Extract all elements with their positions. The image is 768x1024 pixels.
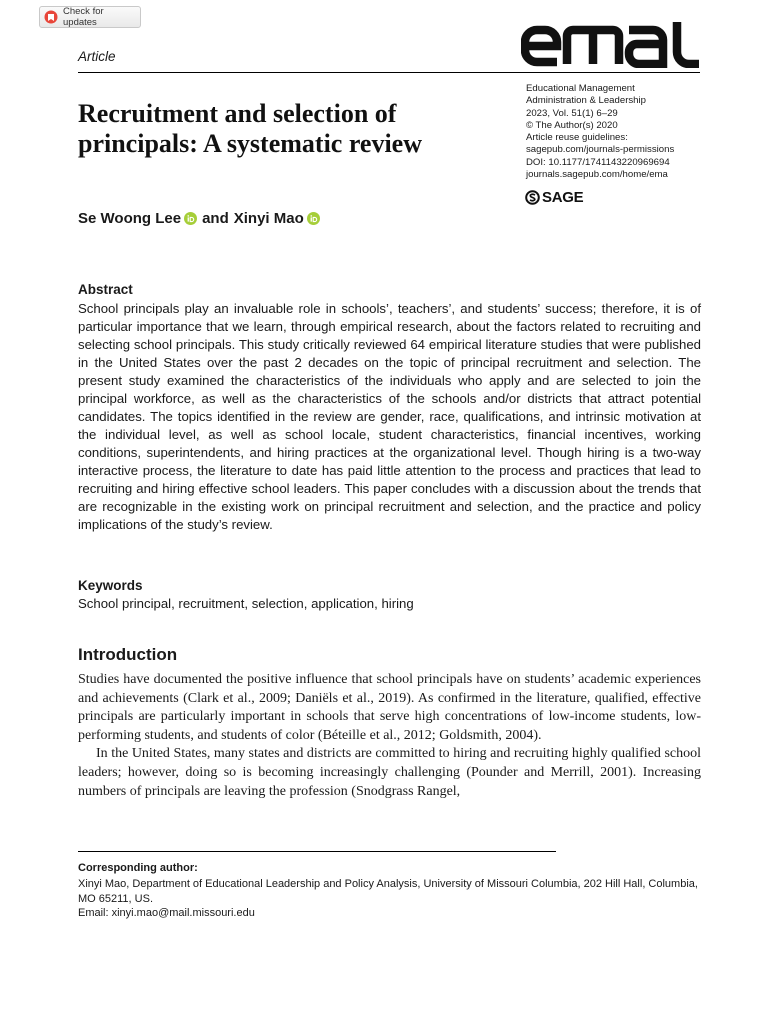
orcid-icon[interactable] bbox=[184, 212, 197, 225]
meta-line: © The Author(s) 2020 bbox=[526, 119, 618, 131]
corresponding-author-heading: Corresponding author: bbox=[78, 862, 198, 874]
body-paragraph: In the United States, many states and districts are committed to hiring and recruiting highly qualified school leaders; however, doing so is becoming increasingly challenging (Pounder and Merrill, 2001). Increasing numbers of principals are leaving the profession (Snodgrass Rangel, bbox=[78, 746, 701, 799]
abstract-text: School principals play an invaluable role in schools’, teachers’, and students’ success; therefore, it is of particular importance that we learn, through empirical research, about the factors related to recruiting and selecting school principals. This study critically reviewed 64 empirical literature studies that were published in the United States over the past 2 decades on the topic of principal recruitment and selection. The present study examined the characteristics of the individuals who apply and are selected to join the principal workforce, as well as the characteristics of the schools and/or districts that attract potential candidates. The topics identified in the review are gender, race, qualifications, and intrinsic motivation at the individual level, as well as school locale, student characteristics, financial incentives, working conditions, superintendents, and hiring practices at the organizational level. Though hiring is a two-way interactive process, the literature to date has paid little attention to the process and practices that lead to recruiting and hiring effective school leaders. This paper concludes with a discussion about the trends that are recognizable in the existing work on principal recruitment and selection, and the practice and policy implications of the study’s review. bbox=[78, 301, 701, 532]
check-for-updates-button[interactable] bbox=[39, 6, 141, 28]
author-name: Se Woong Lee bbox=[78, 210, 182, 227]
keywords-heading: Keywords bbox=[78, 578, 143, 593]
journal-home-link[interactable]: journals.sagepub.com/home/ema bbox=[526, 169, 668, 181]
doi-link[interactable]: DOI: 10.1177/1741143220969694 bbox=[526, 156, 670, 168]
introduction-body bbox=[78, 671, 701, 801]
author-conjunction: and bbox=[202, 210, 229, 227]
meta-line: Educational Management bbox=[526, 83, 635, 94]
sage-logo bbox=[525, 188, 589, 206]
publisher-name: SAGE bbox=[542, 188, 584, 206]
corresponding-author-affiliation: Xinyi Mao, Department of Educational Leadership and Policy Analysis, University of Missouri Columbia, 202 Hill Hall, Columbia, MO 65211, US. bbox=[78, 878, 698, 905]
sage-circle-icon bbox=[525, 190, 540, 205]
corresponding-author-details bbox=[78, 877, 701, 921]
meta-line: 2023, Vol. 51(1) 6–29 bbox=[526, 107, 618, 119]
body-paragraph: Studies have documented the positive influence that school principals have on students’ academic experiences and achievements (Clark et al., 2009; Daniëls et al., 2019). As confirmed in the literature, qualified, effective principals are particularly important in schools that serve high concentrations of low-income students, low-performing students, and students of color (Béteille et al., 2012; Goldsmith, 2004). bbox=[78, 672, 701, 743]
keywords-text: School principal, recruitment, selection, application, hiring bbox=[78, 596, 414, 611]
introduction-heading: Introduction bbox=[78, 645, 178, 664]
author-name: Xinyi Mao bbox=[233, 210, 304, 227]
meta-line: Administration & Leadership bbox=[526, 95, 646, 107]
footnote-rule bbox=[78, 851, 556, 852]
header-rule bbox=[78, 72, 700, 73]
crossmark-icon bbox=[44, 10, 58, 24]
article-type: Article bbox=[78, 49, 116, 64]
orcid-icon[interactable] bbox=[307, 212, 320, 225]
abstract-heading: Abstract bbox=[78, 282, 133, 297]
corresponding-author-email[interactable]: Email: xinyi.mao@mail.missouri.edu bbox=[78, 907, 255, 919]
check-for-updates-label: Check for updates bbox=[63, 6, 104, 28]
journal-logo bbox=[521, 18, 701, 68]
author-list bbox=[78, 210, 325, 227]
meta-line: Article reuse guidelines: bbox=[526, 132, 628, 144]
meta-link[interactable]: sagepub.com/journals-permissions bbox=[526, 144, 675, 156]
article-title: Recruitment and selection of principals: A systematic review bbox=[78, 99, 422, 158]
journal-metadata bbox=[526, 83, 706, 181]
